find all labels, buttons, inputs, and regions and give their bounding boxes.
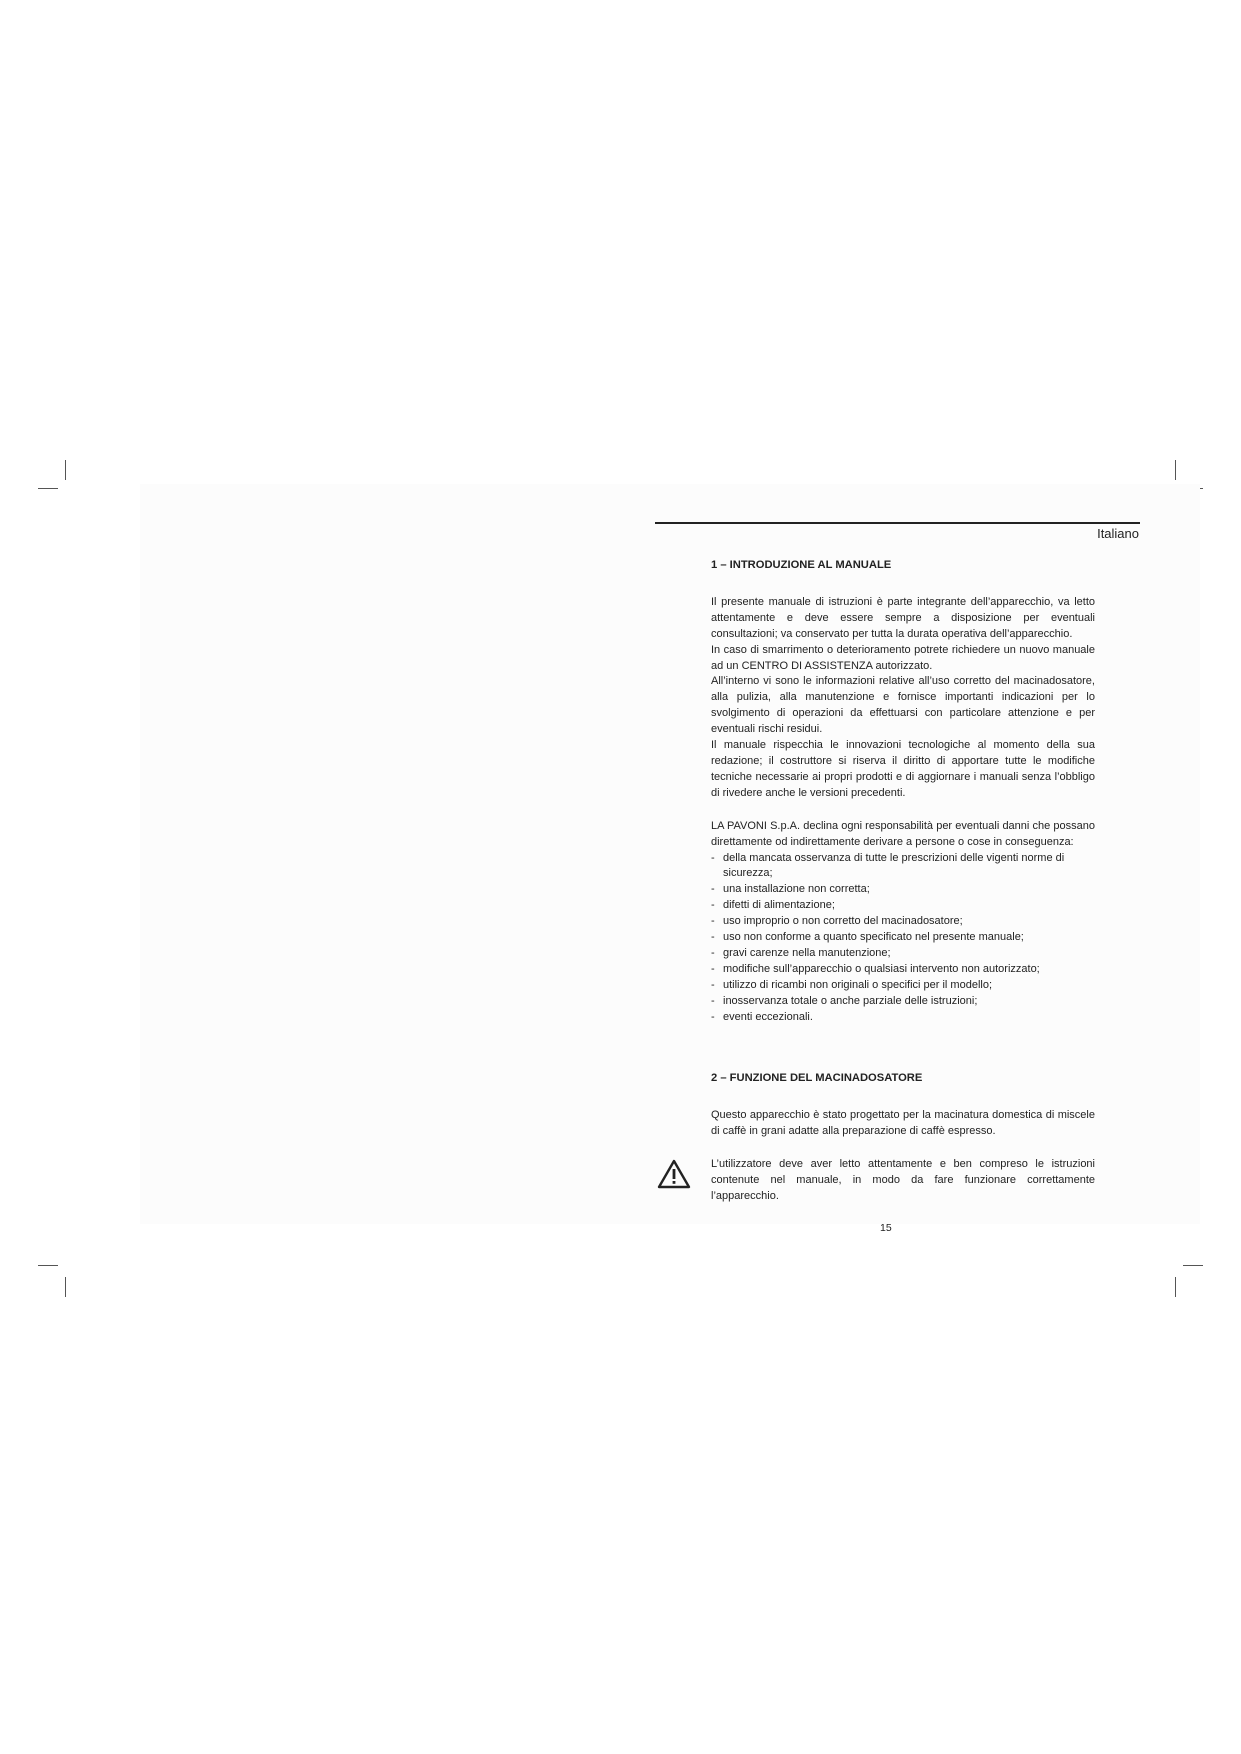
list-item: - uso non conforme a quanto specificato nel presente manuale; xyxy=(711,930,1095,946)
crop-mark xyxy=(1175,460,1176,480)
section1-title: 1 – INTRODUZIONE AL MANUALE xyxy=(711,559,892,571)
crop-mark xyxy=(1175,1277,1176,1297)
section2-paragraph: Questo apparecchio è stato progettato per la macinatura domestica di miscele di caffè in grani adatte alla preparazione di caffè espresso. xyxy=(711,1109,1095,1138)
crop-mark xyxy=(38,488,58,489)
list-item: - eventi eccezionali. xyxy=(711,1010,1095,1026)
list-item: - della mancata osservanza di tutte le prescrizioni delle vigenti norme di sicurezza; xyxy=(711,851,1095,883)
crop-mark xyxy=(1183,1265,1203,1266)
section1-paragraph: All’interno vi sono le informazioni relative all’uso corretto del macinadosatore, alla pulizia, alla manutenzione e fornisce importanti indicazioni per lo svolgimento di operazioni da effettuarsi con particolare attenzione e per eventuali rischi residui. xyxy=(711,675,1095,736)
liability-list xyxy=(711,851,1095,1026)
crop-mark xyxy=(38,1265,58,1266)
section1-paragraph: Il manuale rispecchia le innovazioni tecnologiche al momento della sua redazione; il costruttore si riserva il diritto di apportare tutte le modifiche tecniche necessarie ai propri prodotti e di aggiornare i manuali senza l’obbligo di rivedere anche le versioni precedenti. xyxy=(711,739,1095,799)
list-item: - una installazione non corretta; xyxy=(711,882,1095,898)
header-rule xyxy=(655,522,1140,524)
page-number: 15 xyxy=(880,1222,892,1234)
list-item: - difetti di alimentazione; xyxy=(711,898,1095,914)
manual-content xyxy=(711,558,1095,1205)
warning-triangle-icon xyxy=(657,1159,691,1189)
list-item: - modifiche sull’apparecchio o qualsiasi intervento non autorizzato; xyxy=(711,962,1095,978)
section1-paragraph: In caso di smarrimento o deterioramento potrete richiedere un nuovo manuale ad un CENTRO DI ASSISTENZA autorizzato. xyxy=(711,643,1095,672)
crop-mark xyxy=(65,460,66,480)
list-item: - inosservanza totale o anche parziale delle istruzioni; xyxy=(711,994,1095,1010)
section1-paragraph: Il presente manuale di istruzioni è parte integrante dell’apparecchio, va letto attentamente e deve essere sempre a disposizione per eventuali consultazioni; va conservato per tutta la durata operativa dell’apparecchio. xyxy=(711,595,1095,640)
list-item: - uso improprio o non corretto del macinadosatore; xyxy=(711,914,1095,930)
crop-mark xyxy=(65,1277,66,1297)
liability-paragraph: LA PAVONI S.p.A. declina ogni responsabilità per eventuali danni che possano direttamente od indirettamente derivare a persone o cose in conseguenza: xyxy=(711,819,1095,848)
warning-text: L’utilizzatore deve aver letto attentamente e ben compreso le istruzioni contenute nel manuale, in modo da fare funzionare correttamente l’apparecchio. xyxy=(711,1158,1095,1202)
section2-title: 2 – FUNZIONE DEL MACINADOSATORE xyxy=(711,1072,923,1085)
list-item: - utilizzo di ricambi non originali o specifici per il modello; xyxy=(711,978,1095,994)
list-item: - gravi carenze nella manutenzione; xyxy=(711,946,1095,962)
language-label: Italiano xyxy=(1097,526,1139,541)
